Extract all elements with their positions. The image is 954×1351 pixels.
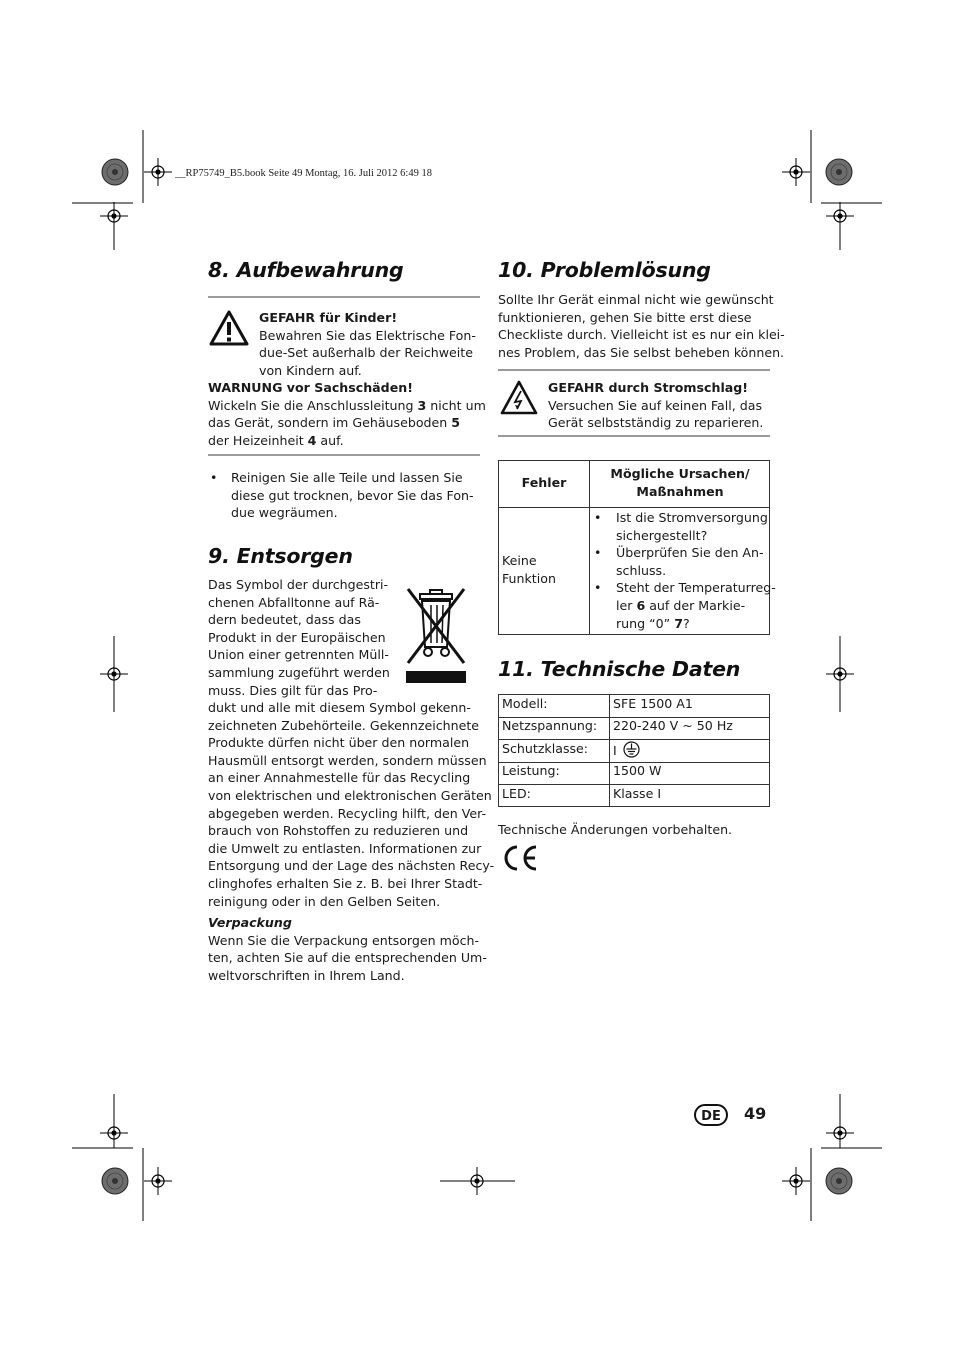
spec-value: I bbox=[613, 741, 640, 758]
text-line: von Kindern auf. bbox=[259, 362, 362, 378]
text-line: nes Problem, das Sie selbst beheben können. bbox=[498, 344, 785, 360]
spec-label: Modell: bbox=[502, 696, 548, 711]
text-line: Checkliste durch. Vielleicht ist es nur ein klei- bbox=[498, 327, 785, 343]
text-line: due-Set außerhalb der Reichweite bbox=[259, 345, 473, 361]
text-line: clinghofes erhalten Sie z. B. bei Ihrer Stadt- bbox=[208, 875, 483, 891]
text-line: Wenn Sie die Verpackung entsorgen möch- bbox=[208, 932, 480, 948]
text-line: diese gut trocknen, bevor Sie das Fon- bbox=[231, 487, 474, 503]
text-line: Entsorgung und der Lage des nächsten Recy- bbox=[208, 858, 495, 874]
warning-damage bbox=[208, 379, 486, 449]
text-line: ten, achten Sie auf die entsprechenden Um- bbox=[208, 950, 487, 966]
table-header-cause: Mögliche Ursachen/ Maßnahmen bbox=[610, 466, 750, 499]
list-item: • Ist die Stromversorgung sichergestellt? bbox=[594, 510, 768, 543]
text-line: abgegeben werden. Recycling hilft, den Ver- bbox=[208, 805, 487, 821]
warning-electric bbox=[548, 379, 763, 432]
text-line: Produkte dürfen nicht über den normalen bbox=[208, 735, 470, 751]
text-line: Hausmüll entsorgt werden, sondern müssen bbox=[208, 752, 487, 768]
weee-crossed-bin-icon bbox=[402, 585, 470, 685]
text-line: an einer Annahmestelle für das Recycling bbox=[208, 770, 471, 786]
language-badge: DE bbox=[694, 1104, 728, 1126]
text-line: Versuchen Sie auf keinen Fall, das bbox=[548, 397, 763, 413]
list-item: • Überprüfen Sie den An- schluss. bbox=[594, 545, 764, 578]
text-line: weltvorschriften in Ihrem Land. bbox=[208, 967, 405, 983]
table-row-divider bbox=[499, 739, 770, 740]
text-line: dukt und alle mit diesem Symbol gekenn- bbox=[208, 700, 471, 715]
text-line: reinigung oder in den Gelben Seiten. bbox=[208, 893, 441, 909]
warning-rule-bottom bbox=[498, 435, 770, 437]
heading-technische-daten: 11. Technische Daten bbox=[498, 657, 741, 681]
text-line: der Heizeinheit 4 auf. bbox=[208, 432, 344, 448]
heading-problemloesung: 10. Problemlösung bbox=[498, 258, 711, 282]
spec-value: 1500 W bbox=[613, 763, 662, 778]
electric-shock-warning-icon bbox=[500, 380, 538, 415]
text-line: Wickeln Sie die Anschlussleitung 3 nicht um bbox=[208, 397, 486, 413]
spec-value: SFE 1500 A1 bbox=[613, 696, 693, 711]
spec-value: Klasse I bbox=[613, 786, 662, 801]
spec-table bbox=[498, 694, 770, 807]
text-line: Gerät selbstständig zu reparieren. bbox=[548, 415, 764, 431]
disposal-text-long bbox=[208, 699, 494, 985]
heading-aufbewahrung: 8. Aufbewahrung bbox=[208, 258, 404, 282]
text-line: Das Symbol der durchgestri- bbox=[208, 577, 389, 592]
text-line: Union einer getrennten Müll- bbox=[208, 647, 389, 663]
spec-label: LED: bbox=[502, 786, 531, 801]
troubleshooting-table bbox=[498, 460, 776, 635]
packaging-subheading: Verpackung bbox=[208, 915, 292, 931]
spec-label: Leistung: bbox=[502, 763, 560, 778]
text-line: due wegräumen. bbox=[231, 505, 338, 521]
protective-earth-icon bbox=[623, 741, 640, 758]
text-line: Sollte Ihr Gerät einmal nicht wie gewünscht bbox=[498, 292, 774, 307]
text-line: das Gerät, sondern im Gehäuseboden 5 bbox=[208, 415, 461, 431]
text-line: chenen Abfalltonne auf Rä- bbox=[208, 594, 380, 610]
troubleshooting-intro bbox=[498, 291, 785, 361]
text-line: Produkt in der Europäischen bbox=[208, 629, 386, 645]
warning-damage-title: WARNUNG vor Sachschäden! bbox=[208, 380, 413, 395]
table-cell-causes bbox=[593, 509, 776, 632]
heading-entsorgen: 9. Entsorgen bbox=[208, 544, 353, 568]
text-line: die Umwelt zu entlasten. Informationen zur bbox=[208, 840, 482, 856]
page-number: 49 bbox=[744, 1104, 767, 1123]
warning-rule-top bbox=[498, 369, 770, 371]
warning-electric-title: GEFAHR durch Stromschlag! bbox=[548, 380, 749, 395]
text-line: dern bedeutet, dass das bbox=[208, 612, 361, 628]
list-item: • Steht der Temperaturreg- ler 6 auf der Markie- rung “0” 7? bbox=[594, 580, 776, 631]
text-line: Bewahren Sie das Elektrische Fon- bbox=[259, 327, 476, 343]
text-line: zeichneten Zubehörteile. Gekennzeichnete bbox=[208, 717, 480, 733]
cleaning-bullet bbox=[208, 469, 480, 522]
bullet-dot: • bbox=[210, 470, 218, 485]
text-line: sammlung zugeführt werden bbox=[208, 664, 390, 680]
print-file-info: __RP75749_B5.book Seite 49 Montag, 16. Juli 2012 6:49 18 bbox=[175, 168, 432, 179]
warning-triangle-icon bbox=[209, 310, 249, 346]
table-divider-vertical bbox=[609, 695, 610, 807]
table-row-divider bbox=[499, 784, 770, 785]
warning-children-title: GEFAHR für Kinder! bbox=[259, 310, 398, 325]
spec-label: Schutzklasse: bbox=[502, 741, 589, 756]
table-header-fault: Fehler bbox=[521, 475, 567, 490]
text-line: funktionieren, gehen Sie bitte erst diese bbox=[498, 309, 752, 325]
heading-rule bbox=[208, 296, 480, 298]
text-line: brauch von Rohstoffen zu reduzieren und bbox=[208, 823, 469, 839]
ce-mark-icon bbox=[500, 844, 540, 872]
warning-rule bbox=[208, 454, 480, 456]
table-cell-fault: Keine Funktion bbox=[502, 553, 556, 586]
spec-value: 220-240 V ~ 50 Hz bbox=[613, 718, 733, 733]
text-line: Reinigen Sie alle Teile und lassen Sie bbox=[231, 470, 463, 485]
technical-changes-note: Technische Änderungen vorbehalten. bbox=[498, 822, 733, 837]
table-divider-horizontal bbox=[499, 507, 770, 508]
text-line: muss. Dies gilt für das Pro- bbox=[208, 682, 378, 698]
text-line: von elektrischen und elektronischen Geräten bbox=[208, 787, 492, 803]
warning-children bbox=[259, 309, 476, 379]
disposal-text-short bbox=[208, 576, 390, 699]
spec-label: Netzspannung: bbox=[502, 718, 598, 733]
